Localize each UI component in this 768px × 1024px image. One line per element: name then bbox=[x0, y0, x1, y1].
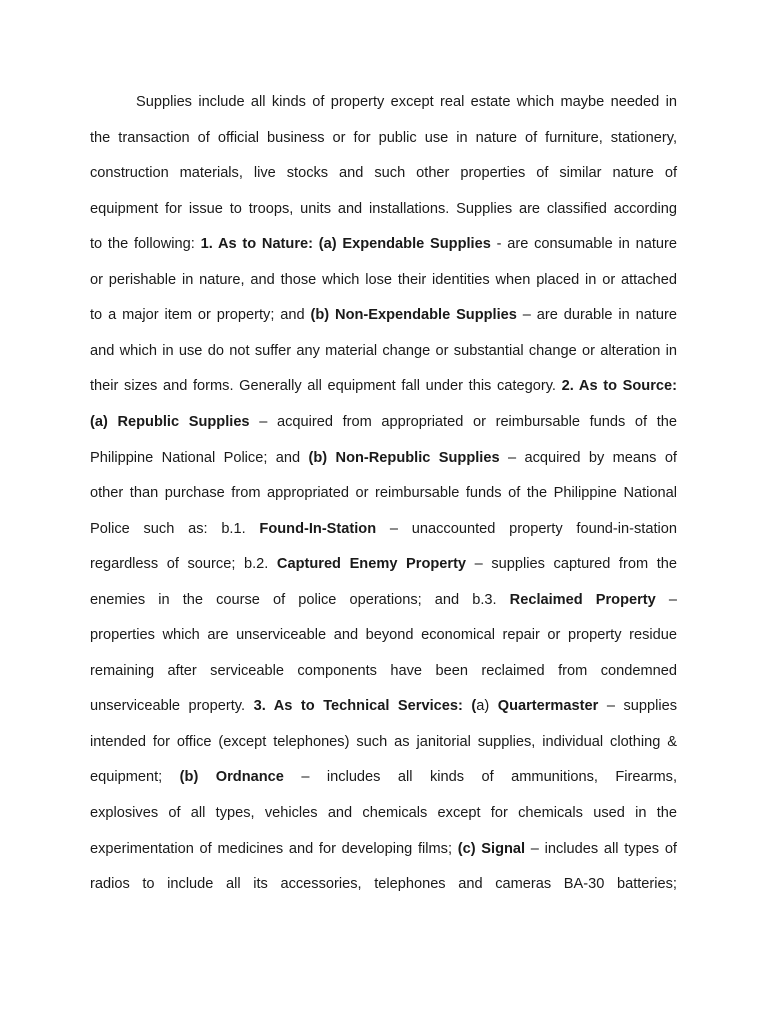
body-text: – acquired from appropriated or reimbursable funds of the bbox=[249, 414, 678, 430]
body-text: a) bbox=[476, 698, 498, 714]
body-text: equipment; bbox=[90, 769, 180, 785]
paragraph-line bbox=[90, 233, 677, 255]
body-text: – includes all kinds of ammunitions, Firearms, bbox=[283, 769, 677, 785]
body-text: regardless of source; b.2. bbox=[90, 556, 277, 572]
bold-term: Captured Enemy Property bbox=[276, 556, 467, 572]
paragraph-line bbox=[90, 731, 677, 753]
bold-term: (b) Non-Republic Supplies bbox=[308, 450, 500, 466]
bold-term: (b) Non-Expendable Supplies bbox=[310, 307, 517, 323]
body-text: – unaccounted property found-in-station bbox=[376, 521, 677, 537]
paragraph-line bbox=[90, 340, 677, 362]
bold-term: 2. As to Source: bbox=[561, 378, 677, 394]
paragraph-line bbox=[90, 304, 677, 326]
body-text: properties which are unserviceable and beyond economical repair or property residue bbox=[90, 627, 677, 643]
paragraph-line bbox=[90, 553, 677, 575]
body-text: the transaction of official business or for public use in nature of furniture, stationery, bbox=[90, 130, 677, 146]
body-text: intended for office (except telephones) such as janitorial supplies, individual clothing & bbox=[90, 734, 677, 750]
paragraph-line bbox=[90, 802, 677, 824]
bold-term: (a) Republic Supplies bbox=[90, 414, 250, 430]
body-text: Supplies include all kinds of property except real estate which maybe needed in bbox=[136, 94, 677, 110]
body-text: – supplies bbox=[598, 698, 677, 714]
body-text: Police such as: b.1. bbox=[90, 521, 260, 537]
bold-term: Found-In-Station bbox=[259, 521, 377, 537]
paragraph-line bbox=[90, 269, 677, 291]
body-text: enemies in the course of police operations; and b.3. bbox=[90, 592, 510, 608]
paragraph-line bbox=[90, 447, 677, 469]
body-text: – acquired by means of bbox=[499, 450, 677, 466]
paragraph-line bbox=[90, 482, 677, 504]
paragraph-line bbox=[90, 695, 677, 717]
body-text: or perishable in nature, and those which lose their identities when placed in or attached bbox=[90, 272, 677, 288]
bold-term: Reclaimed Property bbox=[509, 592, 656, 608]
paragraph-line bbox=[90, 660, 677, 682]
bold-term: 1. As to Nature: (a) Expendable Supplies bbox=[200, 236, 491, 252]
paragraph-line bbox=[90, 589, 677, 611]
body-text: other than purchase from appropriated or reimbursable funds of the Philippine National bbox=[90, 485, 677, 501]
body-text: equipment for issue to troops, units and installations. Supplies are classified according bbox=[90, 201, 677, 217]
body-text: experimentation of medicines and for developing films; bbox=[90, 841, 458, 857]
paragraph-line bbox=[90, 375, 677, 397]
body-text: remaining after serviceable components have been reclaimed from condemned bbox=[90, 663, 677, 679]
bold-term: (c) Signal bbox=[457, 841, 526, 857]
body-text: and which in use do not suffer any material change or substantial change or alteration in bbox=[90, 343, 677, 359]
body-text: – bbox=[655, 592, 678, 608]
body-text: their sizes and forms. Generally all equipment fall under this category. bbox=[90, 378, 562, 394]
body-text: – includes all types of bbox=[525, 841, 677, 857]
paragraph-line bbox=[90, 198, 677, 220]
body-text: - are consumable in nature bbox=[490, 236, 678, 252]
body-text: – are durable in nature bbox=[516, 307, 678, 323]
body-text: construction materials, live stocks and such other properties of similar nature of bbox=[90, 165, 677, 181]
bold-term: 3. As to Technical Services: ( bbox=[253, 698, 477, 714]
paragraph-line bbox=[90, 411, 677, 433]
paragraph-line bbox=[90, 766, 677, 788]
paragraph-line bbox=[90, 838, 677, 860]
paragraph-line bbox=[90, 127, 677, 149]
body-text: Philippine National Police; and bbox=[90, 450, 309, 466]
body-text: – supplies captured from the bbox=[466, 556, 677, 572]
body-text: unserviceable property. bbox=[90, 698, 254, 714]
paragraph-line bbox=[90, 624, 677, 646]
body-text: explosives of all types, vehicles and chemicals except for chemicals used in the bbox=[90, 805, 677, 821]
body-text: to the following: bbox=[90, 236, 201, 252]
paragraph-line bbox=[90, 162, 677, 184]
paragraph-line bbox=[136, 91, 677, 113]
paragraph-line bbox=[90, 518, 677, 540]
body-text: to a major item or property; and bbox=[90, 307, 311, 323]
body-text: radios to include all its accessories, telephones and cameras BA-30 batteries; bbox=[90, 876, 677, 892]
paragraph-line bbox=[90, 873, 677, 895]
bold-term: (b) Ordnance bbox=[179, 769, 284, 785]
bold-term: Quartermaster bbox=[497, 698, 599, 714]
